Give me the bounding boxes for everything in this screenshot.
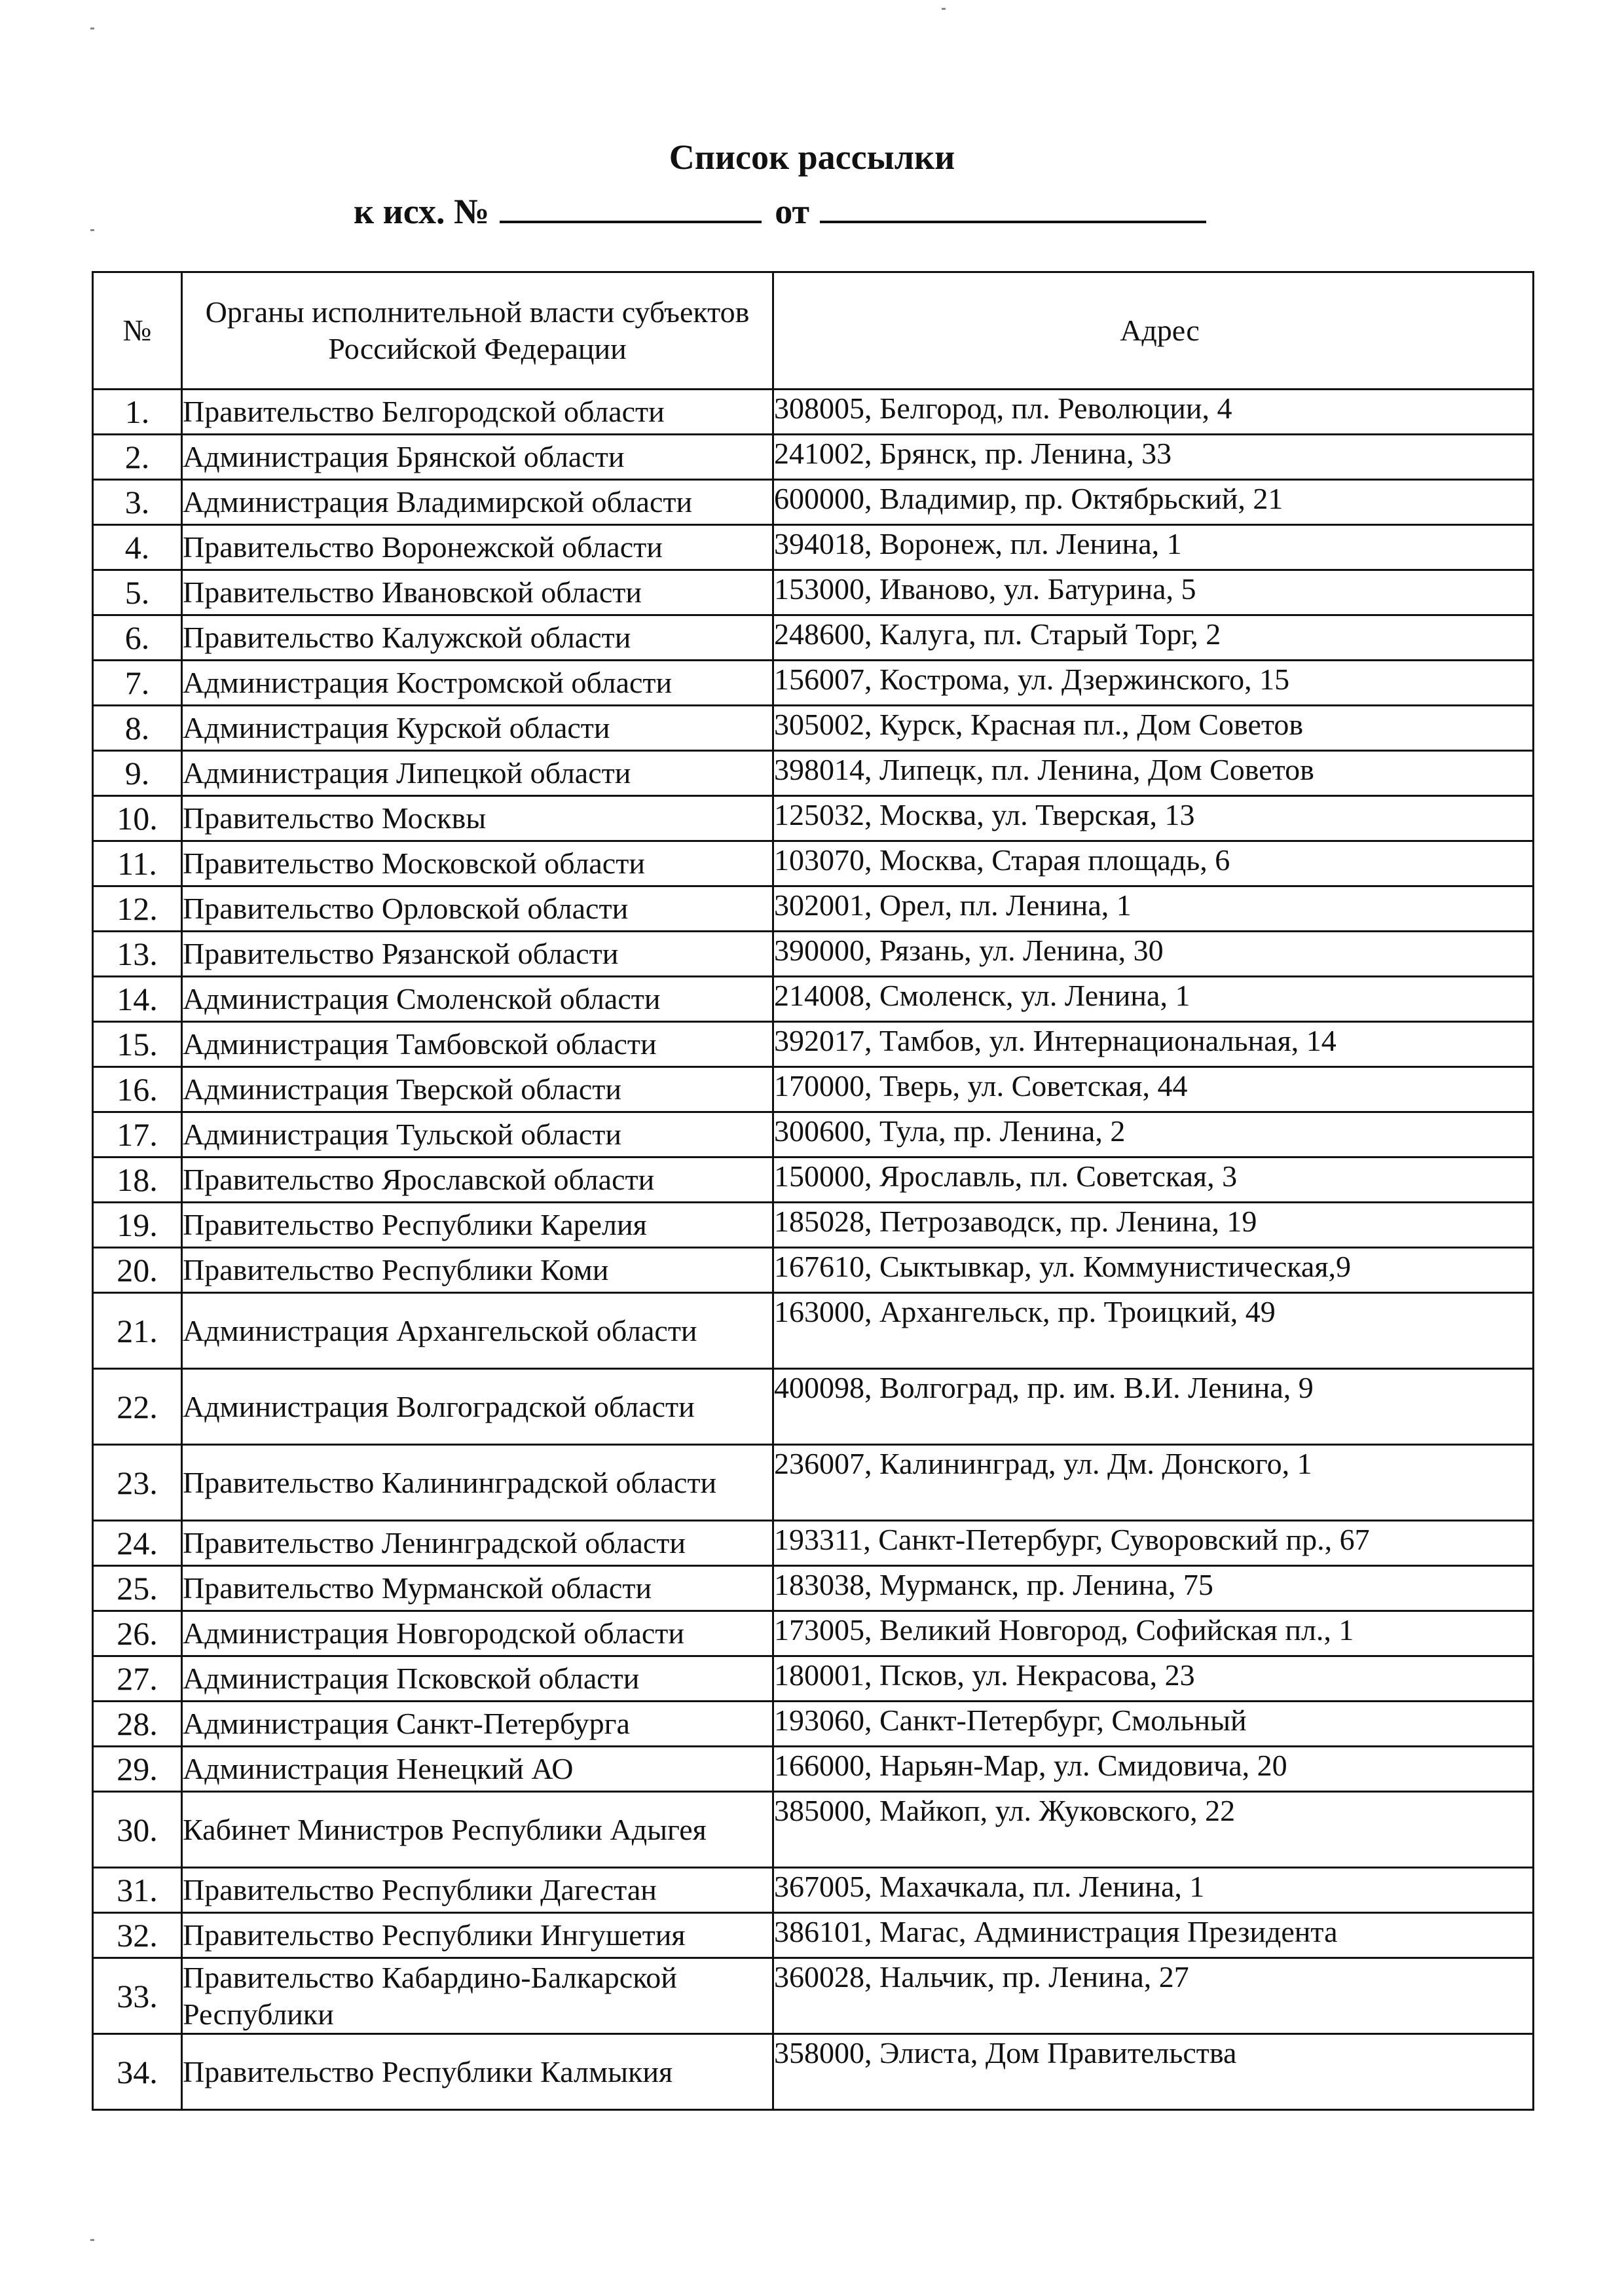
header-organ: Органы исполнительной власти субъектов Российской Федерации (182, 272, 773, 390)
row-address: 360028, Нальчик, пр. Ленина, 27 (773, 1958, 1534, 2034)
row-number: 8. (93, 706, 182, 751)
row-organ: Правительство Ярославской области (182, 1157, 773, 1203)
table-header-row (93, 272, 1534, 390)
row-number: 25. (93, 1566, 182, 1611)
table-row (93, 1022, 1534, 1067)
row-organ: Администрация Тверской области (182, 1067, 773, 1112)
row-number: 19. (93, 1203, 182, 1248)
row-address: 386101, Магас, Администрация Президента (773, 1913, 1534, 1958)
scan-speck (90, 27, 94, 29)
row-organ: Правительство Москвы (182, 796, 773, 841)
table-row (93, 1157, 1534, 1203)
row-organ: Администрация Курской области (182, 706, 773, 751)
row-address: 390000, Рязань, ул. Ленина, 30 (773, 932, 1534, 977)
table-row (93, 615, 1534, 661)
row-address: 236007, Калининград, ул. Дм. Донского, 1 (773, 1445, 1534, 1521)
row-organ: Правительство Кабардино-Балкарской Республики (182, 1958, 773, 2034)
row-organ: Правительство Республики Карелия (182, 1203, 773, 1248)
table-row (93, 1445, 1534, 1521)
row-organ: Правительство Ивановской области (182, 570, 773, 615)
row-number: 33. (93, 1958, 182, 2034)
row-address: 392017, Тамбов, ул. Интернациональная, 14 (773, 1022, 1534, 1067)
table-row (93, 1656, 1534, 1702)
table-row (93, 570, 1534, 615)
row-organ: Правительство Калининградской области (182, 1445, 773, 1521)
row-organ: Администрация Тульской области (182, 1112, 773, 1157)
row-address: 241002, Брянск, пр. Ленина, 33 (773, 435, 1534, 480)
row-number: 21. (93, 1293, 182, 1369)
row-organ: Администрация Брянской области (182, 435, 773, 480)
row-number: 16. (93, 1067, 182, 1112)
row-address: 193060, Санкт-Петербург, Смольный (773, 1702, 1534, 1747)
table-row (93, 1958, 1534, 2034)
row-address: 125032, Москва, ул. Тверская, 13 (773, 796, 1534, 841)
row-organ: Правительство Ленинградской области (182, 1521, 773, 1566)
row-address: 170000, Тверь, ул. Советская, 44 (773, 1067, 1534, 1112)
row-organ: Администрация Смоленской области (182, 977, 773, 1022)
row-address: 367005, Махачкала, пл. Ленина, 1 (773, 1868, 1534, 1913)
document-title: Список рассылки (669, 137, 955, 177)
row-number: 15. (93, 1022, 182, 1067)
table-row (93, 706, 1534, 751)
table-row (93, 751, 1534, 796)
row-number: 23. (93, 1445, 182, 1521)
table-row (93, 1293, 1534, 1369)
table-row (93, 1369, 1534, 1445)
ref-prefix: к исх. № (354, 192, 490, 231)
table-row (93, 796, 1534, 841)
row-number: 18. (93, 1157, 182, 1203)
row-organ: Правительство Республики Ингушетия (182, 1913, 773, 1958)
table-row (93, 1913, 1534, 1958)
scan-speck (90, 229, 94, 231)
row-address: 153000, Иваново, ул. Батурина, 5 (773, 570, 1534, 615)
row-number: 11. (93, 841, 182, 886)
row-organ: Администрация Ненецкий АО (182, 1747, 773, 1792)
row-organ: Правительство Калужской области (182, 615, 773, 661)
row-organ: Кабинет Министров Республики Адыгея (182, 1792, 773, 1868)
table-row (93, 932, 1534, 977)
table-row (93, 841, 1534, 886)
row-address: 193311, Санкт-Петербург, Суворовский пр., 67 (773, 1521, 1534, 1566)
row-organ: Администрация Липецкой области (182, 751, 773, 796)
row-address: 248600, Калуга, пл. Старый Торг, 2 (773, 615, 1534, 661)
row-organ: Правительство Республики Дагестан (182, 1868, 773, 1913)
row-number: 26. (93, 1611, 182, 1656)
row-organ: Администрация Волгоградской области (182, 1369, 773, 1445)
row-number: 20. (93, 1248, 182, 1293)
row-address: 600000, Владимир, пр. Октябрьский, 21 (773, 480, 1534, 525)
row-organ: Администрация Тамбовской области (182, 1022, 773, 1067)
row-organ: Администрация Владимирской области (182, 480, 773, 525)
table-row (93, 480, 1534, 525)
table-row (93, 661, 1534, 706)
row-address: 358000, Элиста, Дом Правительства (773, 2034, 1534, 2110)
table-row (93, 2034, 1534, 2110)
row-organ: Администрация Новгородской области (182, 1611, 773, 1656)
table-row (93, 886, 1534, 932)
row-organ: Администрация Санкт-Петербурга (182, 1702, 773, 1747)
distribution-table (92, 271, 1534, 2111)
ref-from-label: от (775, 192, 810, 231)
row-address: 156007, Кострома, ул. Дзержинского, 15 (773, 661, 1534, 706)
row-organ: Правительство Республики Коми (182, 1248, 773, 1293)
row-organ: Правительство Республики Калмыкия (182, 2034, 773, 2110)
row-address: 150000, Ярославль, пл. Советская, 3 (773, 1157, 1534, 1203)
header-number: № (93, 272, 182, 390)
row-address: 180001, Псков, ул. Некрасова, 23 (773, 1656, 1534, 1702)
row-number: 31. (93, 1868, 182, 1913)
row-number: 7. (93, 661, 182, 706)
table-row (93, 1868, 1534, 1913)
row-number: 14. (93, 977, 182, 1022)
table-body (93, 390, 1534, 2110)
table-row (93, 1248, 1534, 1293)
table-row (93, 1067, 1534, 1112)
table-row (93, 1747, 1534, 1792)
row-number: 9. (93, 751, 182, 796)
scan-speck (90, 2239, 94, 2241)
row-number: 27. (93, 1656, 182, 1702)
row-number: 5. (93, 570, 182, 615)
table-row (93, 977, 1534, 1022)
row-number: 22. (93, 1369, 182, 1445)
row-number: 34. (93, 2034, 182, 2110)
row-address: 163000, Архангельск, пр. Троицкий, 49 (773, 1293, 1534, 1369)
row-address: 400098, Волгоград, пр. им. В.И. Ленина, 9 (773, 1369, 1534, 1445)
row-address: 173005, Великий Новгород, Софийская пл., 1 (773, 1611, 1534, 1656)
row-number: 29. (93, 1747, 182, 1792)
row-organ: Правительство Орловской области (182, 886, 773, 932)
row-number: 4. (93, 525, 182, 570)
row-address: 385000, Майкоп, ул. Жуковского, 22 (773, 1792, 1534, 1868)
row-address: 183038, Мурманск, пр. Ленина, 75 (773, 1566, 1534, 1611)
row-number: 6. (93, 615, 182, 661)
ref-date-blank (820, 187, 1206, 223)
table-row (93, 1112, 1534, 1157)
table-row (93, 1566, 1534, 1611)
table-row (93, 1203, 1534, 1248)
row-address: 394018, Воронеж, пл. Ленина, 1 (773, 525, 1534, 570)
table-row (93, 435, 1534, 480)
row-organ: Администрация Архангельской области (182, 1293, 773, 1369)
reference-line (354, 187, 1206, 234)
row-number: 24. (93, 1521, 182, 1566)
row-number: 30. (93, 1792, 182, 1868)
row-organ: Администрация Псковской области (182, 1656, 773, 1702)
row-organ: Правительство Рязанской области (182, 932, 773, 977)
row-address: 166000, Нарьян-Мар, ул. Смидовича, 20 (773, 1747, 1534, 1792)
row-organ: Правительство Мурманской области (182, 1566, 773, 1611)
row-number: 2. (93, 435, 182, 480)
row-address: 300600, Тула, пр. Ленина, 2 (773, 1112, 1534, 1157)
table-row (93, 1702, 1534, 1747)
row-address: 214008, Смоленск, ул. Ленина, 1 (773, 977, 1534, 1022)
table-row (93, 1611, 1534, 1656)
row-organ: Правительство Воронежской области (182, 525, 773, 570)
row-organ: Правительство Московской области (182, 841, 773, 886)
header-address: Адрес (773, 272, 1534, 390)
row-number: 12. (93, 886, 182, 932)
table-row (93, 390, 1534, 435)
table-row (93, 525, 1534, 570)
scan-speck (942, 8, 946, 10)
row-number: 1. (93, 390, 182, 435)
row-number: 17. (93, 1112, 182, 1157)
row-address: 103070, Москва, Старая площадь, 6 (773, 841, 1534, 886)
row-address: 167610, Сыктывкар, ул. Коммунистическая,9 (773, 1248, 1534, 1293)
row-address: 398014, Липецк, пл. Ленина, Дом Советов (773, 751, 1534, 796)
table-row (93, 1521, 1534, 1566)
row-organ: Администрация Костромской области (182, 661, 773, 706)
ref-number-blank (500, 187, 762, 223)
row-number: 28. (93, 1702, 182, 1747)
row-address: 305002, Курск, Красная пл., Дом Советов (773, 706, 1534, 751)
table-row (93, 1792, 1534, 1868)
row-address: 185028, Петрозаводск, пр. Ленина, 19 (773, 1203, 1534, 1248)
row-number: 3. (93, 480, 182, 525)
row-organ: Правительство Белгородской области (182, 390, 773, 435)
row-address: 302001, Орел, пл. Ленина, 1 (773, 886, 1534, 932)
row-number: 32. (93, 1913, 182, 1958)
row-number: 13. (93, 932, 182, 977)
row-address: 308005, Белгород, пл. Революции, 4 (773, 390, 1534, 435)
row-number: 10. (93, 796, 182, 841)
